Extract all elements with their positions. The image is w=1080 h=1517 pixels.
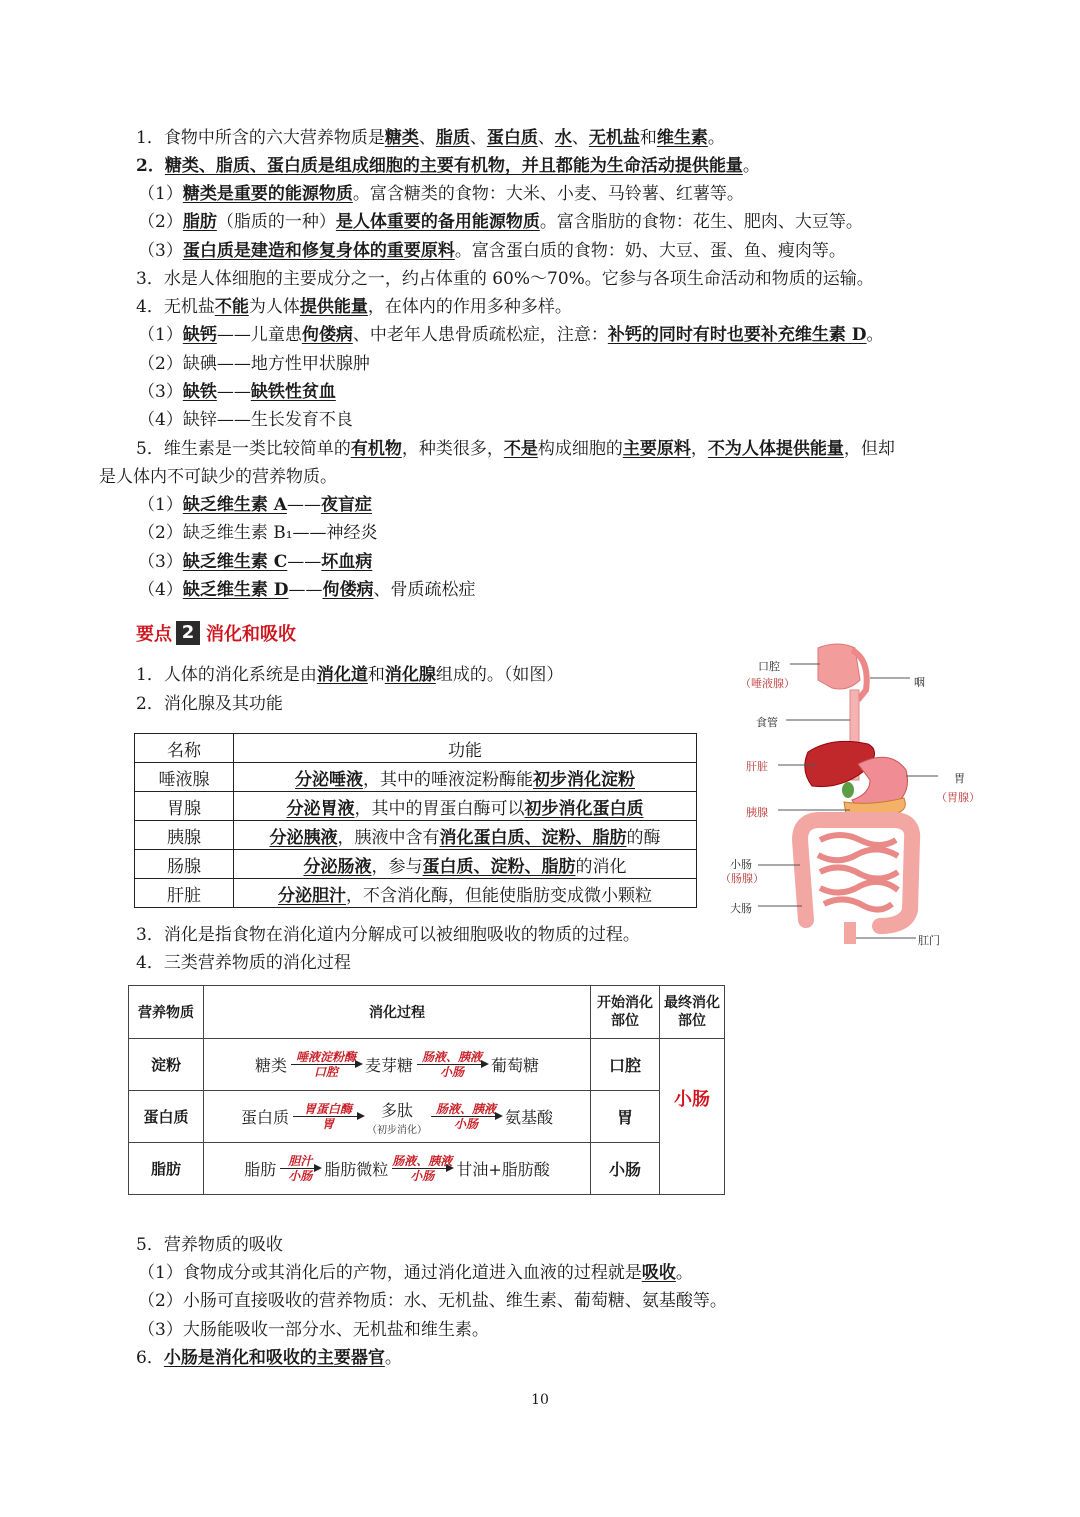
- gland-name: 胃腺: [135, 792, 234, 821]
- substance: 糖类: [254, 1056, 287, 1075]
- heading-number: 2: [176, 621, 200, 645]
- text-line: 2．糖类、脂质、蛋白质是组成细胞的主要有机物，并且都能为生命活动提供能量。: [136, 156, 760, 176]
- label-esophagus: 食管: [756, 716, 778, 729]
- gland-name: 胰腺: [135, 821, 234, 850]
- gland-function: 分泌唾液，其中的唾液淀粉酶能初步消化淀粉: [234, 763, 697, 792]
- text-line: 4．无机盐不能为人体提供能量，在体内的作用多种多样。: [136, 297, 572, 317]
- text-line: 4．三类营养物质的消化过程: [136, 953, 351, 973]
- text-line: 5．维生素是一类比较简单的有机物，种类很多，不是构成细胞的主要原料，不为人体提供能量，但却: [136, 439, 895, 459]
- text-line: 3．水是人体细胞的主要成分之一，约占体重的 60%～70%。它参与各项生命活动和物质的运输。: [136, 269, 874, 289]
- table-header: 开始消化部位: [591, 986, 660, 1039]
- table-row: [135, 821, 697, 850]
- rectum-shape: [844, 922, 856, 944]
- table-header: 功能: [234, 734, 697, 763]
- table-header: 名称: [135, 734, 234, 763]
- label-large-intestine: 大肠: [730, 902, 752, 915]
- gland-name: 唾液腺: [135, 763, 234, 792]
- nutrient-name: 淀粉: [129, 1039, 204, 1091]
- substance: 氨基酸: [505, 1108, 554, 1127]
- table-row: [135, 850, 697, 879]
- heading-title: 消化和吸收: [206, 624, 296, 645]
- text-line: （1）缺乏维生素 A——夜盲症: [138, 495, 372, 515]
- nutrient-name: 脂肪: [129, 1143, 204, 1195]
- heading-prefix: 要点: [136, 624, 172, 645]
- nutrient-name: 蛋白质: [129, 1091, 204, 1143]
- text-line: 1．人体的消化系统是由消化道和消化腺组成的。（如图）: [136, 665, 564, 685]
- reaction-arrow: 胃蛋白酶 胃: [293, 1102, 363, 1131]
- start-site: 胃: [591, 1091, 660, 1143]
- text-line: （4）缺乏维生素 D——佝偻病、骨质疏松症: [138, 580, 476, 600]
- label-pharynx: 咽: [914, 676, 925, 689]
- substance: 脂肪微粒: [324, 1160, 389, 1179]
- substance: 脂肪: [244, 1160, 277, 1179]
- substance: 麦芽糖: [364, 1056, 413, 1075]
- gland-function: 分泌胃液，其中的胃蛋白酶可以初步消化蛋白质: [234, 792, 697, 821]
- label-pancreas: 胰腺: [746, 806, 768, 819]
- text-line: 5．营养物质的吸收: [136, 1235, 283, 1255]
- table-header-row: [135, 734, 697, 763]
- label-small-intestine: 小肠: [730, 858, 752, 871]
- gallbladder-shape: [842, 782, 854, 798]
- process-flow: [204, 1039, 591, 1091]
- label-stomach: 胃: [954, 772, 965, 785]
- text-line: 3．消化是指食物在消化道内分解成可以被细胞吸收的物质的过程。: [136, 925, 640, 945]
- reaction-arrow: 胆汁 小肠: [280, 1154, 320, 1183]
- small-intestine-shape: [818, 835, 898, 910]
- text-line: （3）缺乏维生素 C——坏血病: [138, 552, 373, 572]
- substance: 葡萄糖: [491, 1056, 540, 1075]
- text-line: （2）缺乏维生素 B₁——神经炎: [138, 523, 378, 543]
- label-liver: 肝脏: [746, 760, 768, 773]
- text-line: 6．小肠是消化和吸收的主要器官。: [136, 1348, 402, 1368]
- text-line: （2）脂肪（脂质的一种）是人体重要的备用能源物质。富含脂肪的食物：花生、肥肉、大豆等。: [138, 212, 863, 232]
- table-row: [129, 1091, 725, 1143]
- process-flow: [204, 1091, 591, 1143]
- text-line: （3）蛋白质是建造和修复身体的重要原料。富含蛋白质的食物：奶、大豆、蛋、鱼、瘦肉等。: [138, 241, 846, 261]
- label-salivary-gland: （唾液腺）: [740, 677, 795, 690]
- text-line: （4）缺锌——生长发育不良: [138, 410, 353, 430]
- table-header: 营养物质: [129, 986, 204, 1039]
- text-line: （1）糖类是重要的能源物质。富含糖类的食物：大米、小麦、马铃薯、红薯等。: [138, 184, 744, 204]
- glands-table: [134, 733, 697, 908]
- start-site: 小肠: [591, 1143, 660, 1195]
- label-gastric-gland: （胃腺）: [936, 791, 980, 804]
- table-row: [135, 792, 697, 821]
- table-header-row: [129, 986, 725, 1039]
- start-site: 口腔: [591, 1039, 660, 1091]
- table-row: [129, 1143, 725, 1195]
- text-line: （2）缺碘——地方性甲状腺肿: [138, 354, 370, 374]
- digestion-process-table: [128, 985, 725, 1195]
- process-flow: [204, 1143, 591, 1195]
- text-line: 是人体内不可缺少的营养物质。: [99, 467, 337, 487]
- substance-with-note: 多肽 （初步消化）: [367, 1100, 427, 1136]
- gland-name: 肝脏: [135, 879, 234, 908]
- text-line: （3）缺铁——缺铁性贫血: [138, 382, 336, 402]
- reaction-arrow: 肠液、胰液 小肠: [417, 1050, 487, 1079]
- text-line: （1）缺钙——儿童患佝偻病、中老年人患骨质疏松症，注意：补钙的同时有时也要补充维生素 D。: [138, 325, 884, 345]
- substance: 蛋白质: [240, 1108, 289, 1127]
- label-mouth: 口腔: [758, 660, 780, 673]
- table-row: [135, 879, 697, 908]
- reaction-arrow: 唾液淀粉酶 口腔: [291, 1050, 361, 1079]
- label-intestinal-gland: （肠腺）: [720, 872, 764, 885]
- text-line: 1．食物中所含的六大营养物质是糖类、脂质、蛋白质、水、无机盐和维生素。: [136, 128, 725, 148]
- gland-function: 分泌胰液，胰液中含有消化蛋白质、淀粉、脂肪的酶: [234, 821, 697, 850]
- gland-name: 肠腺: [135, 850, 234, 879]
- gland-function: 分泌胆汁，不含消化酶，但能使脂肪变成微小颗粒: [234, 879, 697, 908]
- text-line: 2．消化腺及其功能: [136, 694, 283, 714]
- page-number: 10: [531, 1392, 549, 1408]
- reaction-arrow: 肠液、胰液 小肠: [431, 1102, 501, 1131]
- table-header: 消化过程: [204, 986, 591, 1039]
- substance: 甘油+脂肪酸: [456, 1160, 550, 1179]
- table-header: 最终消化部位: [660, 986, 725, 1039]
- gland-function: 分泌肠液，参与蛋白质、淀粉、脂肪的消化: [234, 850, 697, 879]
- text-line: （1）食物成分或其消化后的产物，通过消化道进入血液的过程就是吸收。: [138, 1263, 693, 1283]
- text-line: （2）小肠可直接吸收的营养物质：水、无机盐、维生素、葡萄糖、氨基酸等。: [138, 1291, 727, 1311]
- label-anus: 肛门: [918, 934, 940, 947]
- text-line: （3）大肠能吸收一部分水、无机盐和维生素。: [138, 1320, 489, 1340]
- table-row: [135, 763, 697, 792]
- final-site: 小肠: [660, 1039, 725, 1195]
- section-heading: [136, 620, 296, 646]
- reaction-arrow: 肠液、胰液 小肠: [392, 1154, 453, 1183]
- table-row: [129, 1039, 725, 1091]
